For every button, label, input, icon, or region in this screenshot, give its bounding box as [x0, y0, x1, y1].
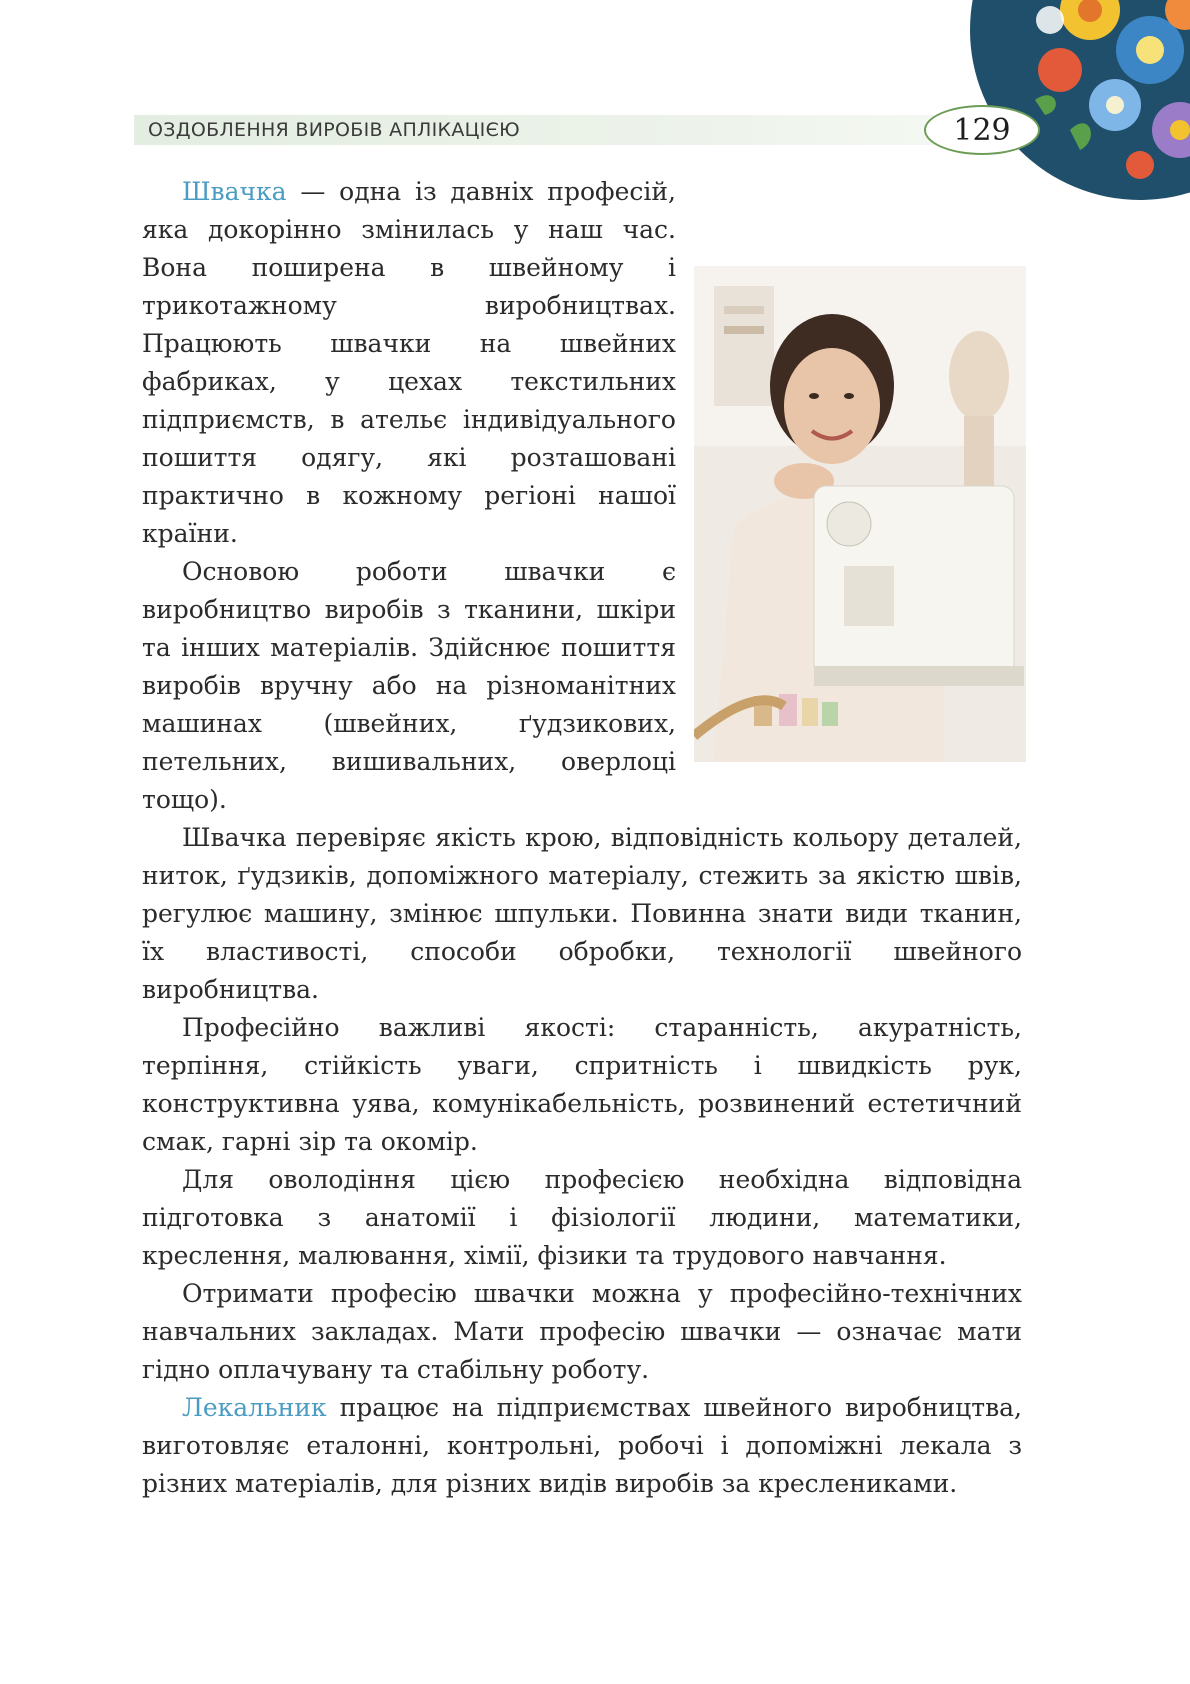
term-shvachka-label: Швачка	[182, 177, 287, 206]
seamstress-photo	[694, 266, 1026, 762]
paragraph-2: Основою роботи швачки є виробництво виробів з тканини, шкіри та інших матеріалів. Здійснює пошиття виробів вручну або на різноманітних машинах (швейних, ґудзикових, петельних, вишивальних, оверлоці тощо).	[142, 557, 676, 814]
paragraph-7	[142, 1389, 1022, 1503]
intro-rest: — одна із давніх професій, яка докорінно змінилась у наш час. Вона поширена в швейному і трикотажному виробництвах. Працюють швачки на швейних фабриках, у цехах текстильних підприємств, в ательє індивідуального пошиття одягу, які розташовані практично в кожному регіоні нашої країни.	[142, 177, 676, 548]
section-title: ОЗДОБЛЕННЯ ВИРОБІВ АПЛІКАЦІЄЮ	[148, 119, 520, 141]
term-lekalnyk: Лекальник	[182, 1393, 327, 1422]
paragraph-5: Для оволодіння цією професією необхідна відповідна підготовка з анатомії і фізіології людини, математики, креслення, малювання, хімії, фізики та трудового навчання.	[142, 1165, 1022, 1270]
paragraph-6: Отримати професію швачки можна у професійно-технічних навчальних закладах. Мати професію швачки — означає мати гідно оплачувану та стабільну роботу.	[142, 1279, 1022, 1384]
page-number: 129	[924, 105, 1040, 155]
paragraph-4: Професійно важливі якості: старанність, акуратність, терпіння, стійкість уваги, спритність і швидкість рук, конструктивна уява, комунікабельність, розвинений естетичний смак, гарні зір та окомір.	[142, 1013, 1022, 1156]
paragraph-7-rest: працює на підприємствах швейного виробництва, виготовляє еталонні, контрольні, робочі і допоміжні лекала з різних матеріалів, для різних видів виробів за креслениками.	[142, 1393, 1022, 1498]
paragraph-3: Швачка перевіряє якість крою, відповідність кольору деталей, ниток, ґудзиків, допоміжного матеріалу, стежить за якістю швів, регулює машину, змінює шпульки. Повинна знати види тканин, їх властивості, способи обробки, технології швейного виробництва.	[142, 823, 1022, 1004]
